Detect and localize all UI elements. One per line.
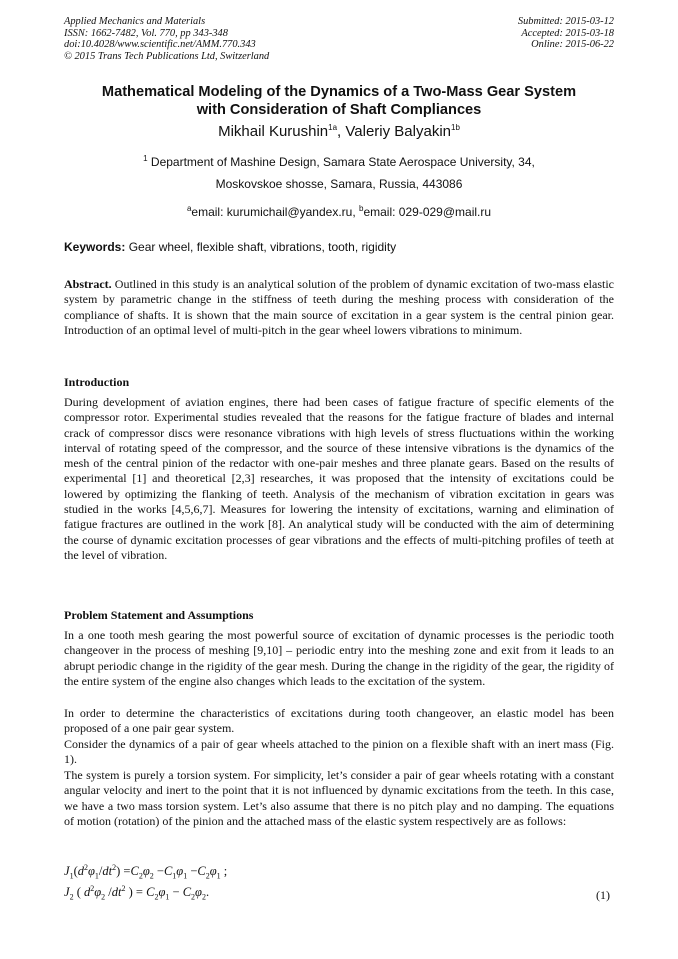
affiliation-line-1 (64, 155, 614, 169)
author-separator: , (337, 123, 346, 140)
equation-1-end: ; (223, 864, 228, 878)
online-date: Online: 2015-06-22 (531, 39, 614, 51)
issn-line: ISSN: 1662-7482, Vol. 770, pp 343-348 (64, 27, 228, 39)
equation-number: (1) (596, 888, 610, 902)
doi-line: doi:10.4028/www.scientific.net/AMM.770.343 (64, 39, 256, 51)
journal-name: Applied Mechanics and Materials (64, 16, 206, 27)
abstract-text: Outlined in this study is an analytical solution of the problem of dynamic excitation of two-mass elastic system by parametric change in the stiffness of teeth during the meshing process with consideration of the compliance of shafts. It is shown that the main source of excitation in a gear system is the central pinion gear. Introduction of an optimal level of multi-pitch in the gear wheel lowers vibrations to minimum. (64, 277, 614, 337)
publication-dates (518, 16, 614, 51)
abstract-label: Abstract. (64, 277, 112, 291)
affiliation-text-1: Department of Mashine Design, Samara State Aerospace University, 34, (147, 155, 535, 169)
problem-heading: Problem Statement and Assumptions (64, 608, 254, 622)
author-1-sup: 1a (328, 123, 338, 132)
author-2-sup: 1b (451, 123, 460, 132)
title-line-2: with Consideration of Shaft Compliances (196, 102, 482, 118)
paper-title (64, 83, 614, 119)
problem-paragraph-4: The system is purely a torsion system. For simplicity, let’s consider a pair of gear wheels rotating with a constant angular velocity and inert to the point that it is not influenced by dynamic excitations from the teeth. In this case, we have a two mass torsion system. Let’s also assume that there is no pitch play and no damping. The equations of motion (rotation) of the pinion and the attached mass of the elastic system respectively are as follows: (64, 768, 614, 828)
author-list (64, 123, 614, 141)
email-b: email: 029-029@mail.ru (363, 205, 492, 219)
keywords-text: Gear wheel, flexible shaft, vibrations, tooth, rigidity (125, 240, 397, 254)
problem-paragraph-1: In a one tooth mesh gearing the most powerful source of excitation of dynamic processes is the periodic tooth changeover in the process of meshing [9,10] – periodic entry into the meshing zone and exit from it leads to an abrupt periodic change in the rigidity of the gear mesh. During the change in the rigidity of the gear, the rigidity of the entire system of the engine also changes which leads to the excitation of the system. (64, 628, 614, 688)
copyright-line: © 2015 Trans Tech Publications Ltd, Switzerland (64, 50, 270, 62)
email-a: email: kurumichail@yandex.ru, (191, 205, 359, 219)
abstract (64, 277, 614, 338)
introduction-heading: Introduction (64, 375, 130, 389)
email-line (64, 205, 614, 219)
introduction-text: During development of aviation engines, there had been cases of fatigue fracture of specific elements of the compressor rotor. Experimental studies revealed that the reasons for the fatigue fracture of blades and internal crack of compressor discs were resonance vibrations with high levels of stress fluctuations within the working interval of rotating speed of the compressor, and the source of these intensive vibrations is the dynamics of the mesh of the central pinion of the redactor with one-pair meshes and three planate gears. Based on the results of experimental [1] and theoretical [2,3] researches, it was proposed that the intensity of excitations could be lowered by optimizing the flanking of teeth. Analysis of the mechanism of vibration excitation in gears was studied in the works [4,5,6,7]. Measures for lowering the intensity of excitations, warning and elimination of fatigue fractures are outlined in the work [8]. An analytical study will be conducted with the aim of determining the course of dynamic excitation processes of gear vibrations and the effects of multi-pitching profiles of teeth at the level of vibration. (64, 395, 614, 562)
equation-line-1: $J_1(d^2\varphi_1/dt^2) =C_2\varphi_2 -C_1\varphi_1 -C_2\varphi_1$ ; (64, 862, 228, 881)
problem-paragraph-3: Consider the dynamics of a pair of gear wheels attached to the pinion on a flexible shaft with an inert mass (Fig. 1). (64, 737, 614, 767)
affiliation-line-2: Moskovskoe shosse, Samara, Russia, 443086 (215, 177, 463, 191)
author-2: Valeriy Balyakin (345, 123, 451, 140)
email-a-sup: a (186, 204, 192, 213)
accepted-date: Accepted: 2015-03-18 (521, 27, 614, 39)
submitted-date: Submitted: 2015-03-12 (517, 16, 614, 27)
keywords (64, 240, 396, 254)
equation-line-2: $J_2$ ( $d^2\varphi_2$ $/dt^2$ ) = $C_2\varphi_1 - C_2\varphi_2$. (64, 883, 210, 902)
keywords-label: Keywords: (64, 240, 126, 254)
email-b-sup: b (359, 204, 364, 213)
affiliation-sup: 1 (143, 154, 148, 163)
equation-2-end: . (205, 885, 210, 899)
journal-info (64, 16, 269, 62)
problem-paragraph-2: In order to determine the characteristics of excitations during tooth changeover, an elastic model has been proposed of a one pair gear system. (64, 706, 614, 736)
author-1: Mikhail Kurushin (218, 123, 329, 140)
title-line-1: Mathematical Modeling of the Dynamics of a Two-Mass Gear System (101, 84, 577, 100)
